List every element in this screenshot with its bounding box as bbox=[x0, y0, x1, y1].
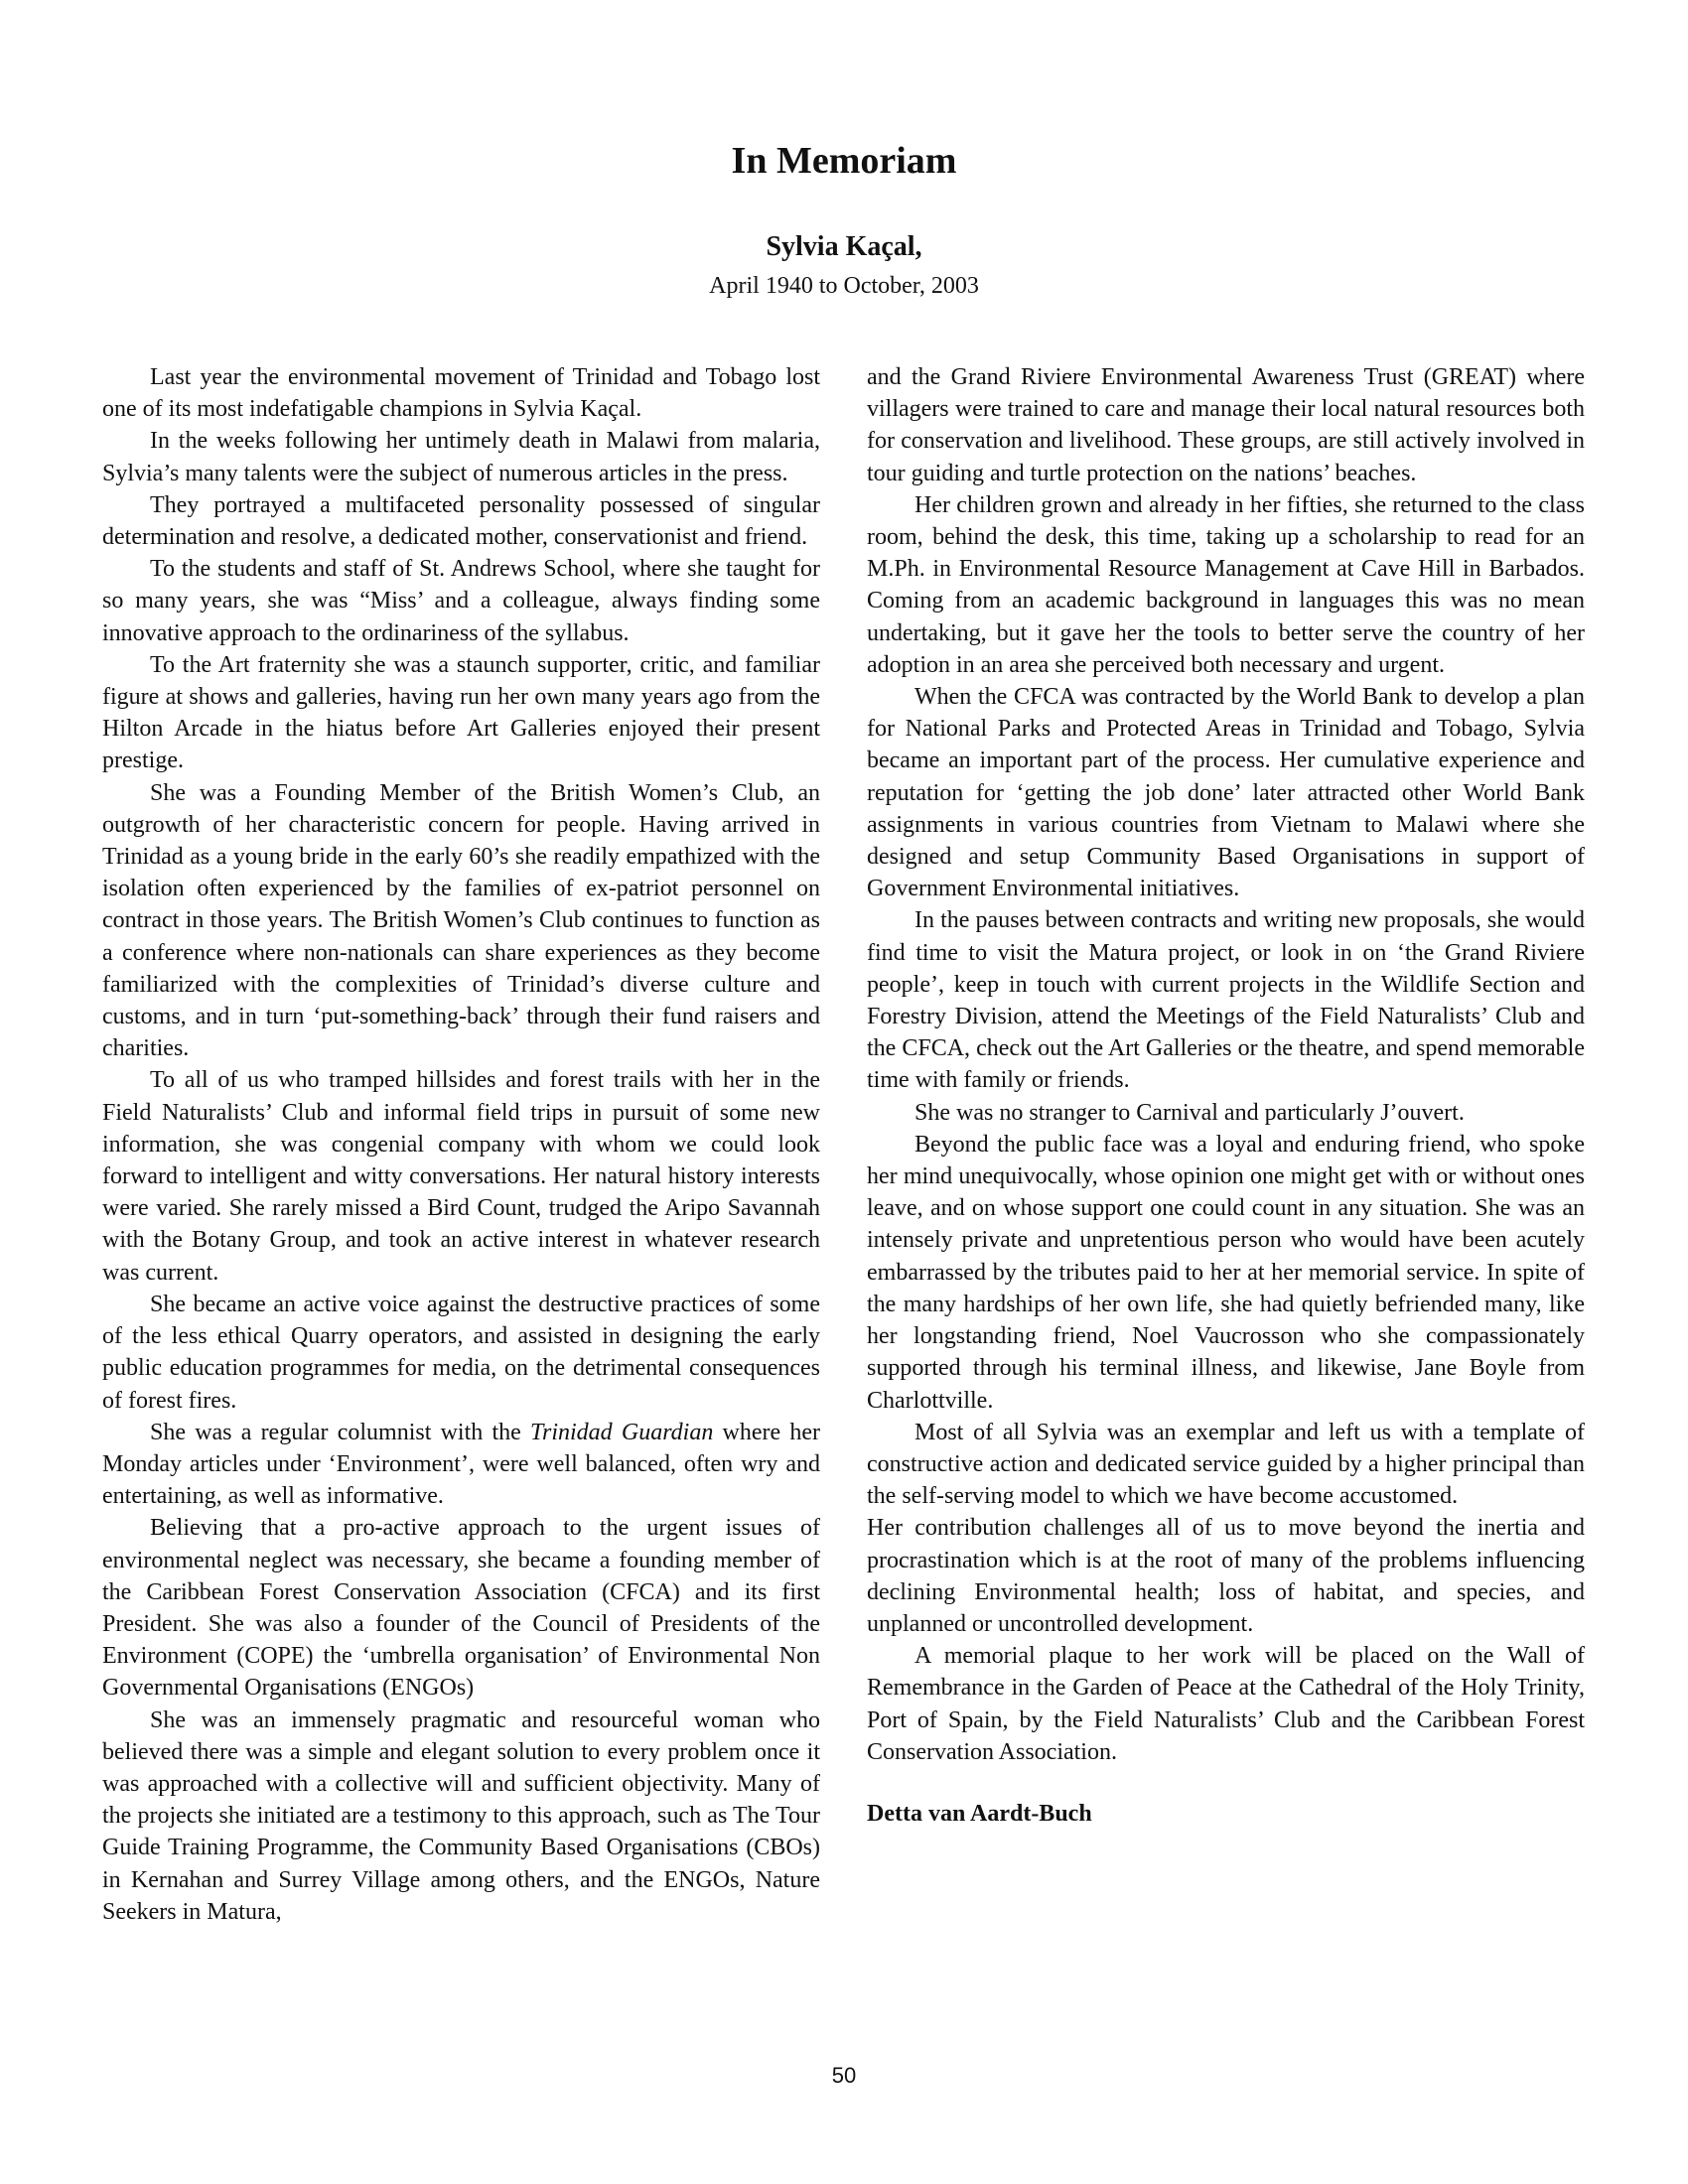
paragraph-world-bank: When the CFCA was contracted by the World Bank to develop a plan for National Parks and Protected Areas in Trinidad and Tobago, Sylvia became an important part of the process. Her cumulative experience and reputation for ‘getting the job done’ later attracted other World Bank assignments in various countries from Vietnam to Malawi where she designed and setup Community Based Organisations in support of Government Environmental initiatives. bbox=[867, 684, 1585, 902]
newspaper-name: Trinidad Guardian bbox=[529, 1419, 714, 1445]
paragraph-exemplar: Most of all Sylvia was an exemplar and left us with a template of constructive action and dedicated service guided by a higher principal than the self-serving model to which we have become accustomed. bbox=[867, 1419, 1585, 1510]
paragraph-carnival: She was no stranger to Carnival and particularly J’ouvert. bbox=[914, 1099, 1465, 1126]
page-number: 50 bbox=[831, 2063, 857, 2088]
subject-name: Sylvia Kaçal, bbox=[766, 231, 922, 262]
left-column bbox=[102, 361, 820, 1928]
columnist-text-after: where her Monday articles under ‘Environment’, were well balanced, often wry and entertaining, as well as informative. bbox=[102, 1419, 820, 1510]
right-column bbox=[867, 361, 1585, 1830]
page-title: In Memoriam bbox=[731, 140, 957, 182]
paragraph-quarry: She became an active voice against the destructive practices of some of the less ethical Quarry operators, and assisted in designing the early public education programmes for media, on the detrimental consequences of forest fires. bbox=[102, 1291, 820, 1414]
paragraph-contribution: Her contribution challenges all of us to move beyond the inertia and procrastination which is at the root of many of the problems influencing declining Environmental health; loss of habitat, and species, and unplanned or uncontrolled development. bbox=[867, 1515, 1585, 1637]
paragraph-cfca-founding: Believing that a pro-active approach to the urgent issues of environmental neglect was necessary, she became a founding member of the Caribbean Forest Conservation Association (CFCA) and its first President. She was also a founder of the Council of Presidents of the Environment (COPE) the ‘umbrella organisation’ of Environmental Non Governmental Organisations (ENGOs) bbox=[102, 1515, 820, 1702]
columnist-text-before: She was a regular columnist with the bbox=[150, 1419, 530, 1445]
paragraph-friend: Beyond the public face was a loyal and enduring friend, who spoke her mind unequivocally, whose opinion one might get with or without ones leave, and on whose support one could count in any situation. She was an intensely private and unpretentious person who would have been acutely embarrassed by the tributes paid to her at her memorial service. In spite of the many hardships of her own life, she had quietly befriended many, like her longstanding friend, Noel Vaucrosson who she compassionately supported through his terminal illness, and likewise, Jane Boyle from Charlottville. bbox=[867, 1131, 1585, 1414]
paragraph-intro: Last year the environmental movement of Trinidad and Tobago lost one of its most indefatigable champions in Sylvia Kaçal. bbox=[102, 364, 820, 423]
paragraph-school: To the students and staff of St. Andrews School, where she taught for so many years, she was “Miss’ and a colleague, always finding some innovative approach to the ordinariness of the syllabus. bbox=[102, 556, 820, 646]
paragraph-continuation: and the Grand Riviere Environmental Awareness Trust (GREAT) where villagers were trained to care and manage their local natural resources both for conservation and livelihood. These groups, are still actively involved in tour guiding and turtle protection on the nations’ beaches. bbox=[867, 364, 1585, 486]
author-signature: Detta van Aardt-Buch bbox=[867, 1800, 1092, 1827]
paragraph-death: In the weeks following her untimely death in Malawi from malaria, Sylvia’s many talents were the subject of numerous articles in the press. bbox=[102, 428, 820, 486]
paragraph-plaque: A memorial plaque to her work will be placed on the Wall of Remembrance in the Garden of Peace at the Cathedral of the Holy Trinity, Port of Spain, by the Field Naturalists’ Club and the Caribbean Forest Conservation Association. bbox=[867, 1643, 1585, 1765]
paragraph-pragmatic: She was an immensely pragmatic and resourceful woman who believed there was a simple and elegant solution to every problem once it was approached with a collective will and sufficient objectivity. Many of the projects she initiated are a testimony to this approach, such as The Tour Guide Training Programme, the Community Based Organisations (CBOs) in Kernahan and Surrey Village among others, and the ENGOs, Nature Seekers in Matura, bbox=[102, 1706, 820, 1925]
paragraph-pauses: In the pauses between contracts and writing new proposals, she would find time to visit the Matura project, or look in on ‘the Grand Riviere people’, keep in touch with current projects in the Wildlife Section and Forestry Division, attend the Meetings of the Field Naturalists’ Club and the CFCA, check out the Art Galleries or the theatre, and spend memorable time with family or friends. bbox=[867, 907, 1585, 1094]
paragraph-personality: They portrayed a multifaceted personality possessed of singular determination and resolve, a dedicated mother, conservationist and friend. bbox=[102, 491, 820, 551]
paragraph-field-naturalists: To all of us who tramped hillsides and forest trails with her in the Field Naturalists’ Club and informal field trips in pursuit of some new information, she was congenial company with whom we could look forward to intelligent and witty conversations. Her natural history interests were varied. She rarely missed a Bird Count, trudged the Aripo Savannah with the Botany Group, and took an active interest in whatever research was current. bbox=[102, 1067, 820, 1286]
paragraph-art: To the Art fraternity she was a staunch supporter, critic, and familiar figure at shows and galleries, having run her own many years ago from the Hilton Arcade in the hiatus before Art Galleries enjoyed their present prestige. bbox=[102, 651, 820, 774]
paragraph-womens-club: She was a Founding Member of the British Women’s Club, an outgrowth of her characteristic concern for people. Having arrived in Trinidad as a young bride in the early 60’s she readily empathized with the isolation often experienced by the families of ex-patriot personnel on contract in those years. The British Women’s Club continues to function as a conference where non-nationals can share experiences as they become familiarized with the complexities of Trinidad’s diverse culture and customs, and in turn ‘put-something-back’ through their fund raisers and charities. bbox=[102, 779, 820, 1062]
subject-dates: April 1940 to October, 2003 bbox=[709, 273, 979, 299]
paragraph-columnist bbox=[102, 1417, 820, 1513]
paragraph-education: Her children grown and already in her fifties, she returned to the class room, behind the desk, this time, taking up a scholarship to read for an M.Ph. in Environmental Resource Management at Cave Hill in Barbados. Coming from an academic background in languages this was no mean undertaking, but it gave her the tools to better serve the country of her adoption in an area she perceived both necessary and urgent. bbox=[867, 491, 1585, 678]
